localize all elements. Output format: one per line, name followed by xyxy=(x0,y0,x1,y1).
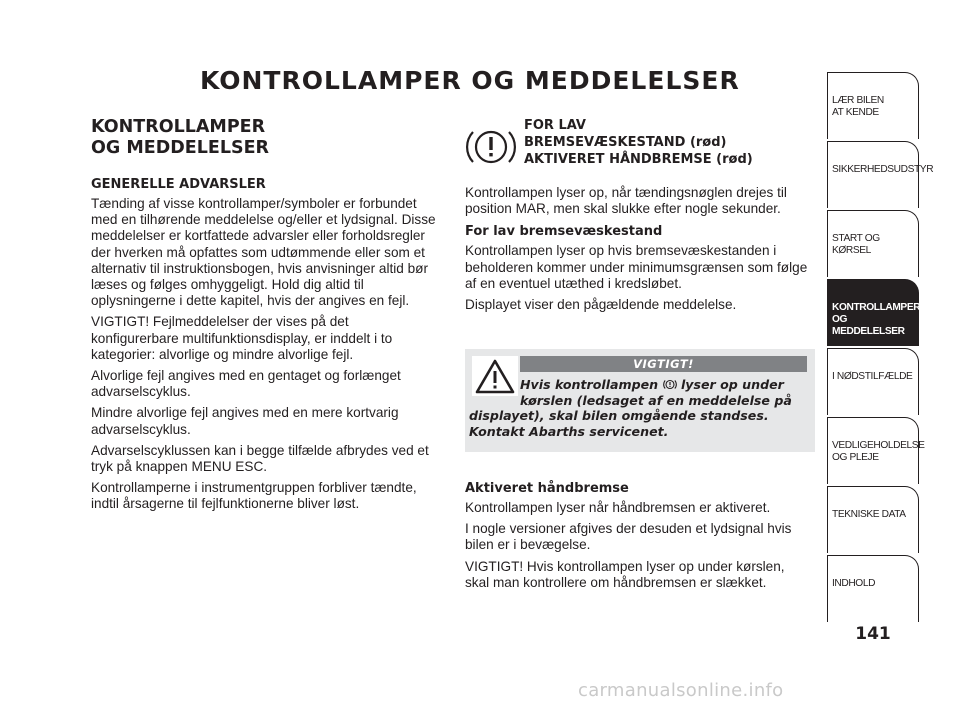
tab-nodstilfaelde[interactable] xyxy=(827,348,919,415)
tab-kontrollamper[interactable] xyxy=(827,279,919,346)
warning-text xyxy=(469,377,809,439)
paragraph: Mindre alvorlige fejl angives med en mere kortvarig advarselscyklus. xyxy=(91,405,399,437)
paragraph: Tænding af visse kontrollamper/symboler er forbundet med en tilhørende meddelelse og/eller et lydsignal. Disse meddelelser er kortfattede advarsler eller forholdsregler der hverken må opfattes som udtømmende eller som et alternativ til instruktionsbogen, hvis anvisninger altid bør læses og følges omhyggeligt. Hold dig altid til oplysningerne i dette kapitel, hvis der angives en fejl. xyxy=(91,196,436,309)
warning-text-part: lyser op under xyxy=(680,377,784,392)
handbrake-heading: Aktiveret håndbremse xyxy=(465,481,629,496)
section-title xyxy=(91,117,436,159)
tab-indhold[interactable] xyxy=(827,555,919,622)
section-title-line2: OG MEDDELELSER xyxy=(91,138,269,158)
section-title-line1: KONTROLLAMPER xyxy=(91,117,266,137)
tab-sikkerhedsudstyr[interactable] xyxy=(827,141,934,208)
handbrake-section xyxy=(465,480,810,596)
paragraph: Advarselscyklussen kan i begge tilfælde afbrydes ved et tryk på knappen MENU ESC. xyxy=(91,442,429,475)
tab-label: I NØDSTILFÆLDE xyxy=(832,371,913,382)
paragraph: Kontrollampen lyser når håndbremsen er aktiveret. xyxy=(465,500,771,515)
warning-line1 xyxy=(469,377,809,393)
tab-label: SIKKERHEDSUDSTYR xyxy=(832,164,934,175)
right-column xyxy=(465,117,815,318)
general-warnings-heading: GENERELLE ADVARSLER xyxy=(91,177,266,192)
tab-label: VEDLIGEHOLDELSE OG PLEJE xyxy=(832,440,925,463)
lamp-title-line: FOR LAV xyxy=(524,118,586,133)
intro-paragraph: Kontrollampen lyser op, når tændingsnøglen drejes til position MAR, men skal slukke efter nogle sekunder. xyxy=(465,185,787,217)
important-badge: VIGTIGT! xyxy=(520,356,807,372)
paragraph: I nogle versioner afgives der desuden et lydsignal hvis bilen er i bevægelse. xyxy=(465,521,792,553)
tab-label: START OG KØRSEL xyxy=(832,233,880,256)
paragraph: VIGTIGT! Fejlmeddelelser der vises på det konfigurerbare multifunktionsdisplay, er inddelt i to kategorier: alvorlige og mindre alvorlige fejl. xyxy=(91,314,393,362)
paragraph: VIGTIGT! Hvis kontrollampen lyser op under kørslen, skal man kontrollere om håndbremsen er slækket. xyxy=(465,558,785,590)
lamp-title-line: BREMSEVÆSKESTAND (rød) xyxy=(524,135,727,150)
tab-vedligeholdelse[interactable] xyxy=(827,417,925,484)
tab-label: KONTROLLAMPER OG MEDDELELSER xyxy=(832,302,921,337)
low-fluid-heading: For lav bremsevæskestand xyxy=(465,224,663,240)
tab-label: INDHOLD xyxy=(832,578,876,589)
warning-text-part: Hvis kontrollampen xyxy=(520,377,659,392)
brake-warning-icon xyxy=(465,123,517,171)
warning-box xyxy=(465,349,815,452)
lamp-header xyxy=(465,117,815,185)
warning-line2: kørslen (ledsaget af en meddelelse på xyxy=(520,392,792,408)
left-column xyxy=(91,117,436,518)
paragraph: Displayet viser den pågældende meddelelse. xyxy=(465,297,737,313)
paragraph: Kontrollampen lyser op hvis bremsevæskestanden i beholderen kommer under minimumsgrænsen som følge af en eventuel utæthed i kredsløbet. xyxy=(465,243,808,291)
tab-laer-bilen[interactable] xyxy=(827,72,919,139)
tab-start-og-korsel[interactable] xyxy=(827,210,919,277)
page-number: 141 xyxy=(855,624,891,644)
warning-line-rest: displayet), skal bilen omgående standses. Kontakt Abarths servicenet. xyxy=(469,408,769,439)
page-title: KONTROLLAMPER OG MEDDELELSER xyxy=(200,66,740,95)
lamp-title xyxy=(524,117,824,168)
tab-label: TEKNISKE DATA xyxy=(832,509,906,520)
lamp-title-line: AKTIVERET HÅNDBREMSE (rød) xyxy=(524,152,753,167)
watermark: carmanualsonline.info xyxy=(578,680,784,701)
paragraph: Alvorlige fejl angives med en gentaget og forlænget advarselscyklus. xyxy=(91,368,401,400)
tab-label: LÆR BILEN AT KENDE xyxy=(832,95,884,118)
chapter-tabs xyxy=(827,72,934,624)
paragraph: Kontrollamperne i instrumentgruppen forbliver tændte, indtil årsagerne til fejlfunktionerne bliver løst. xyxy=(91,480,417,512)
tab-tekniske-data[interactable] xyxy=(827,486,919,553)
brake-warning-icon xyxy=(663,378,677,391)
